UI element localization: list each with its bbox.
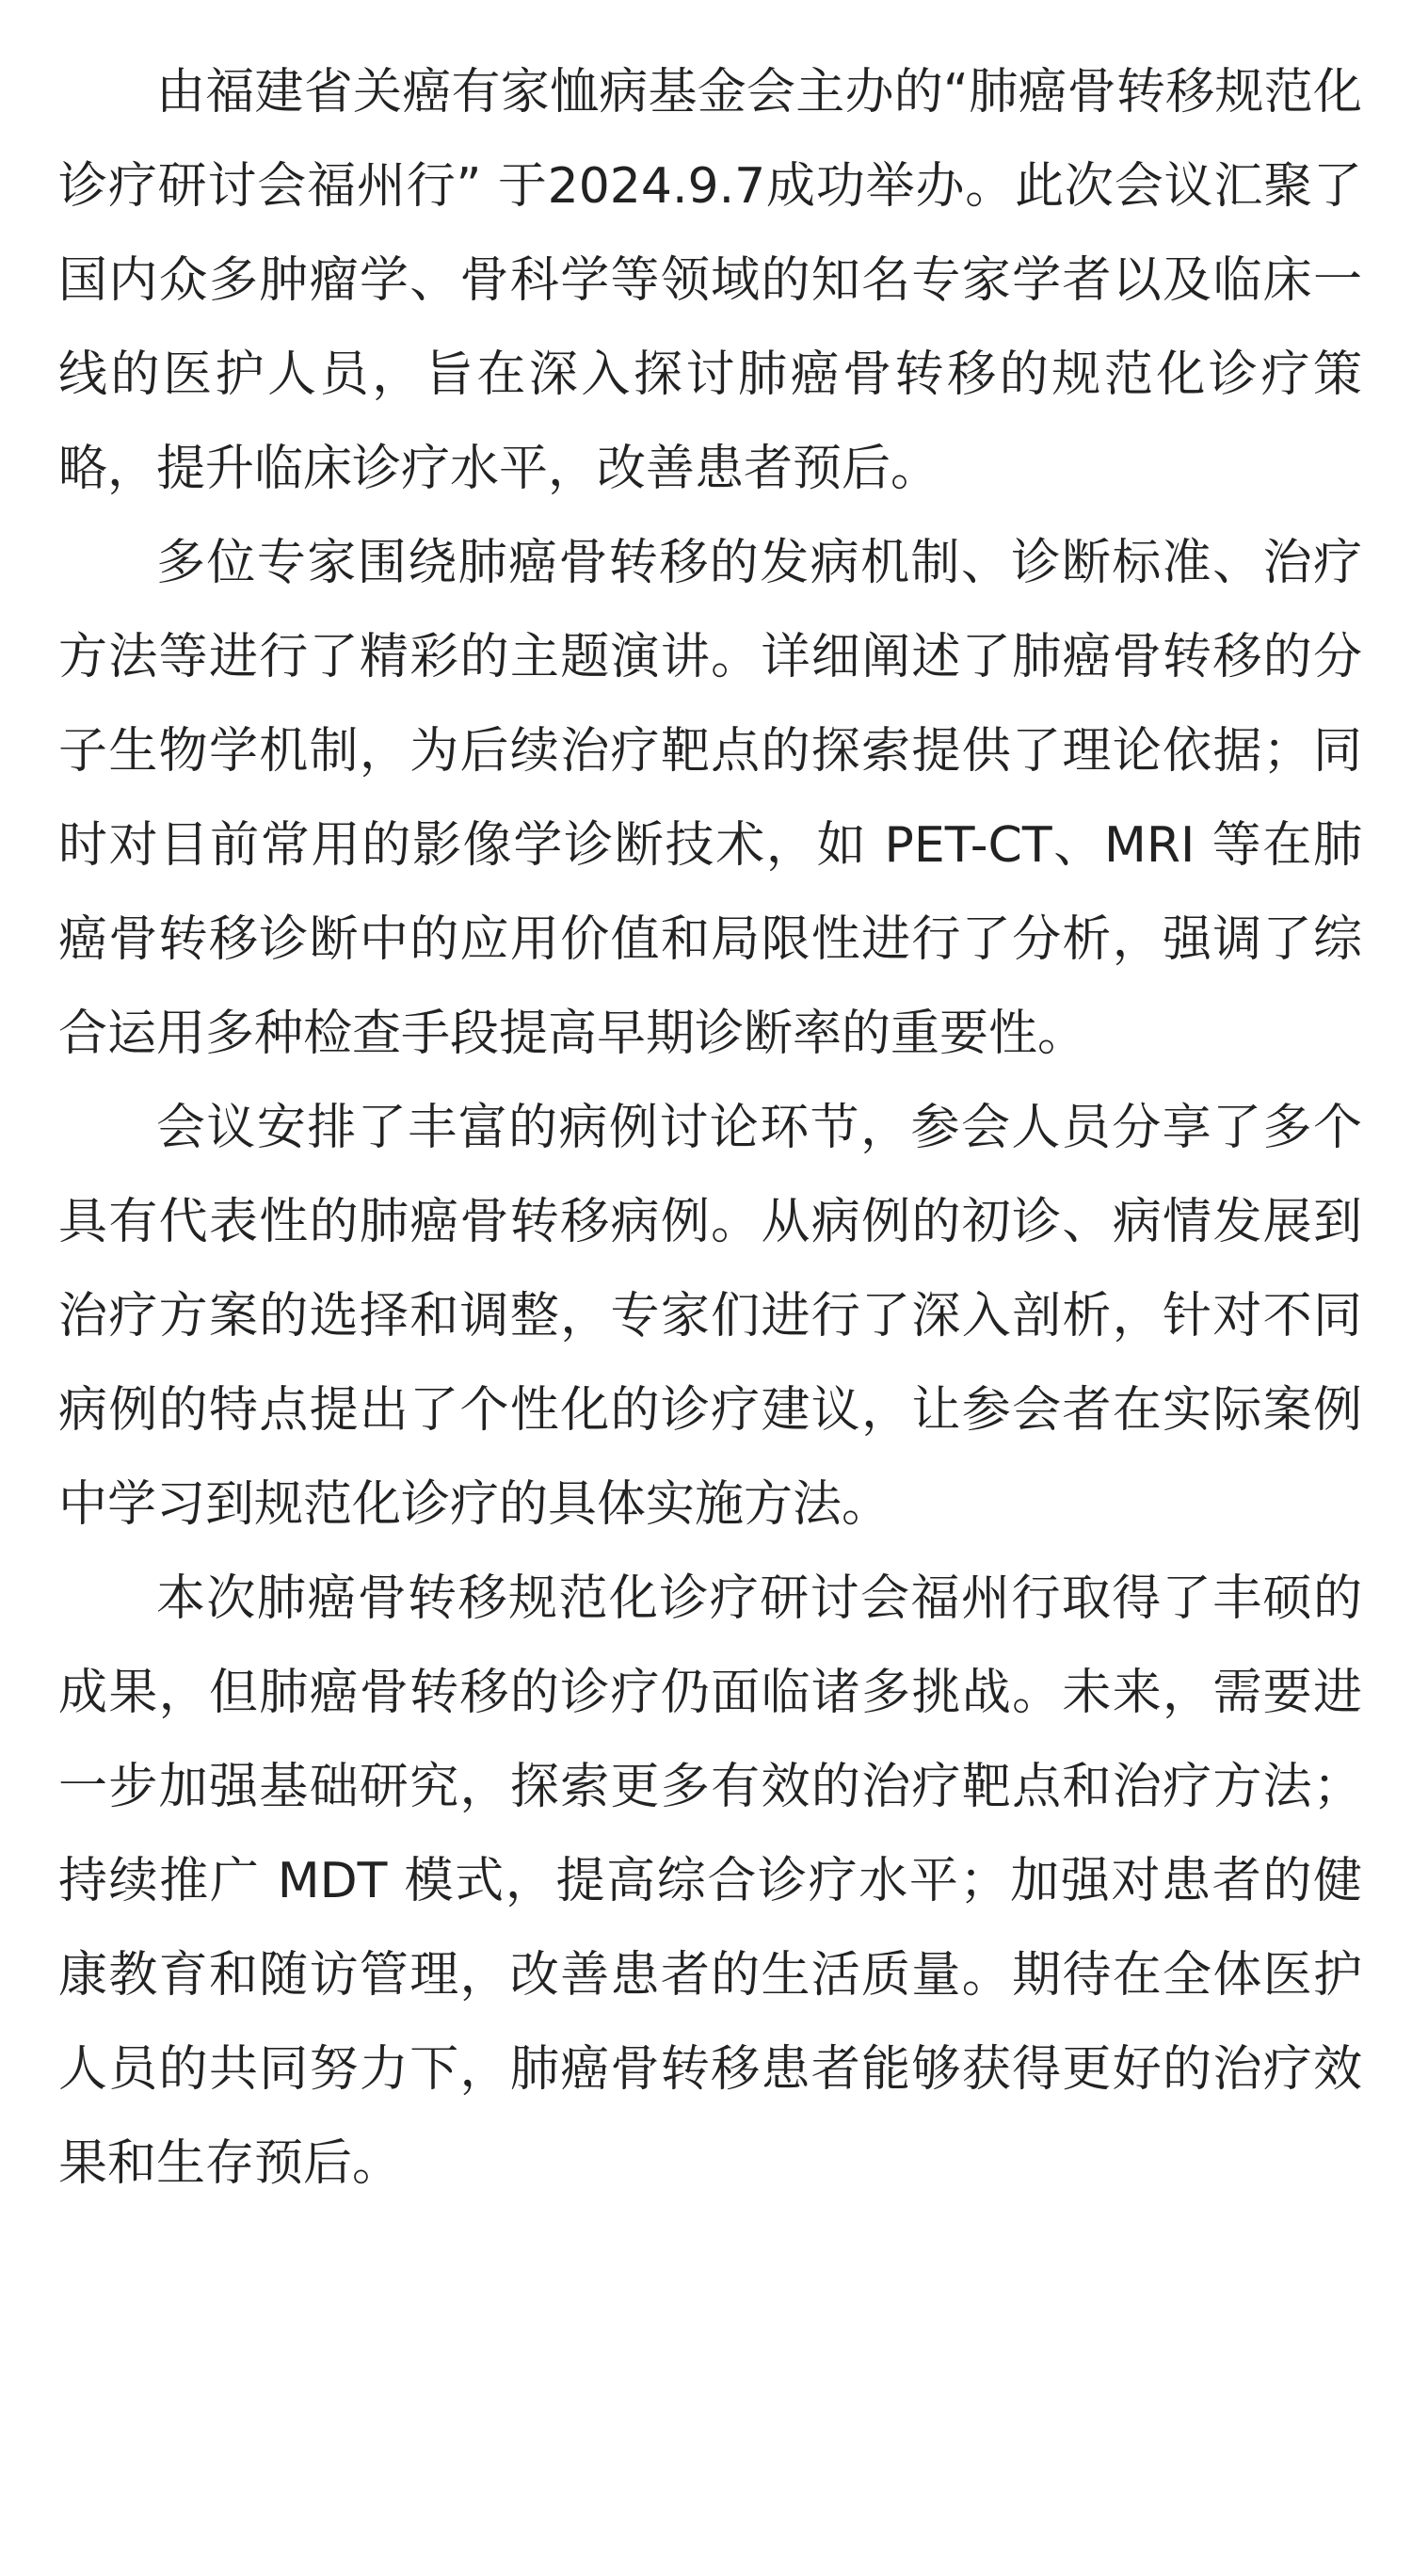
paragraph-conclusion: 本次肺癌骨转移规范化诊疗研讨会福州行取得了丰硕的成果，但肺癌骨转移的诊疗仍面临诸多挑战。未来，需要进一步加强基础研究，探索更多有效的治疗靶点和治疗方法；持续推广 MDT 模式，提高综合诊疗水平；加强对患者的健康教育和随访管理，改善患者的生活质量。期待在全体医护人员的共同努力下，肺癌骨转移患者能够获得更好的治疗效果和生存预后。 bbox=[58, 1570, 1362, 2192]
paragraph-intro: 由福建省关癌有家恤病基金会主办的“肺癌骨转移规范化诊疗研讨会福州行” 于2024.9.7成功举办。此次会议汇聚了国内众多肿瘤学、骨科学等领域的知名专家学者以及临床一线的医护人员，旨在深入探讨肺癌骨转移的规范化诊疗策略，提升临床诊疗水平，改善患者预后。 bbox=[58, 64, 1362, 497]
paragraph-lectures: 多位专家围绕肺癌骨转移的发病机制、诊断标准、治疗方法等进行了精彩的主题演讲。详细阐述了肺癌骨转移的分子生物学机制，为后续治疗靶点的探索提供了理论依据；同时对目前常用的影像学诊断技术，如 PET-CT、MRI 等在肺癌骨转移诊断中的应用价值和局限性进行了分析，强调了综合运用多种检查手段提高早期诊断率的重要性。 bbox=[58, 535, 1362, 1062]
paragraph-case-discussion: 会议安排了丰富的病例讨论环节，参会人员分享了多个具有代表性的肺癌骨转移病例。从病例的初诊、病情发展到治疗方案的选择和调整，专家们进行了深入剖析，针对不同病例的特点提出了个性化的诊疗建议，让参会者在实际案例中学习到规范化诊疗的具体实施方法。 bbox=[58, 1100, 1362, 1533]
article-body bbox=[58, 45, 1362, 2211]
